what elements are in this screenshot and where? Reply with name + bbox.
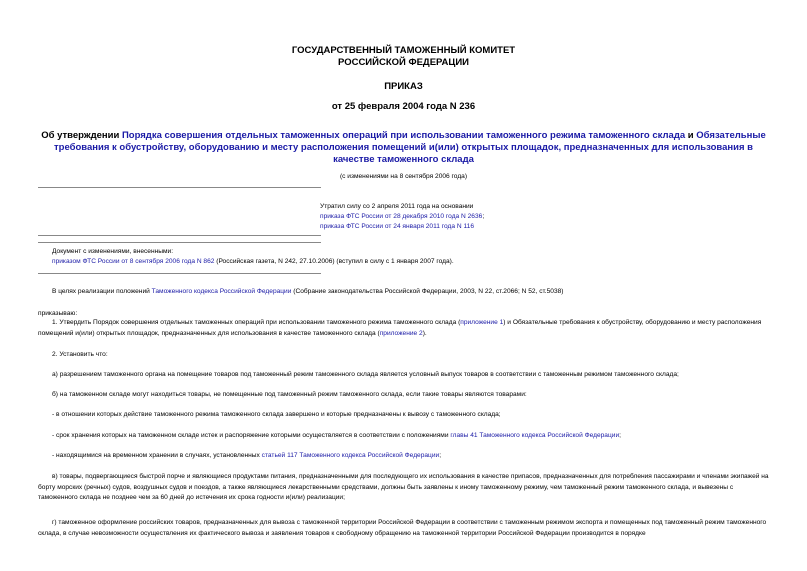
divider xyxy=(38,187,321,188)
paragraph-2b-item1: - в отношении которых действие таможенного режима таможенного склада завершено и которые предназначены к вывозу с таможенного склада; xyxy=(52,411,501,418)
paragraph-1 xyxy=(38,318,769,339)
text: 1. Утвердить Порядок совершения отдельных таможенных операций при использовании таможенного режима таможенного склада ( xyxy=(52,319,461,326)
paragraph-2a: а) разрешением таможенного органа на помещение товаров под таможенный режим таможенного склада является условный выпуск товаров в соответствии с таможенным режимом таможенного склада; xyxy=(52,371,679,378)
doc-date: от 25 февраля 2004 года N 236 xyxy=(331,101,476,112)
paragraph-2b-item3 xyxy=(38,451,769,462)
link-chapter-41[interactable]: главы 41 Таможенного кодекса Российской Федерации xyxy=(450,432,620,439)
paragraph-2b: б) на таможенном складе могут находиться товары, не помещенные под таможенный режим таможенного склада, если такие товары являются товарами: xyxy=(52,391,527,398)
title-link-procedure[interactable]: Порядка совершения отдельных таможенных операций при использовании таможенного режима таможенного склада xyxy=(121,130,686,141)
link-customs-code[interactable]: Таможенного кодекса Российской Федерации xyxy=(151,288,292,295)
title-prefix: Об утверждении xyxy=(41,130,122,141)
divider xyxy=(38,235,321,236)
amended-rest: (Российская газета, N 242, 27.10.2006) (вступил в силу с 1 января 2007 года). xyxy=(214,258,454,265)
paragraph-2b-item2 xyxy=(38,431,769,442)
divider xyxy=(38,273,321,274)
text: ; xyxy=(619,432,621,439)
paragraph-2g: г) таможенное оформление российских товаров, предназначенных для вывоза с таможенной территории Российской Федерации в соответствии с таможенным режимом экспорта и помещенных под таможенный режим таможенного склада, в случае невозможности осуществления их фактического вывоза и заявления товаров к свободному обращению на таможенной территории Российской Федерации производится в порядке xyxy=(38,519,767,537)
repeal-block xyxy=(320,202,620,232)
org-name-line2: РОССИЙСКОЙ ФЕДЕРАЦИИ xyxy=(337,57,469,68)
text: ; xyxy=(439,452,442,459)
link-appendix-1[interactable]: приложение 1 xyxy=(460,319,504,326)
title-link-requirements[interactable]: Обязательные требования к обустройству, оборудованию и месту расположения помещений и(или) открытых площадок, предназначенных для использования в качестве таможенного склада xyxy=(53,130,766,165)
paragraph-order: приказываю: xyxy=(38,310,78,317)
repeal-text: Утратил силу со 2 апреля 2011 года на основании xyxy=(320,203,474,210)
text: - срок хранения которых на таможенном складе истек и распоряжение которыми осуществляется в соответствии с положениями xyxy=(52,432,451,439)
repeal-link-2636[interactable]: приказа ФТС России от 28 декабря 2010 года N 2636 xyxy=(320,213,483,220)
paragraph-2v: в) товары, подвергающиеся быстрой порче и являющиеся продуктами питания, предназначенными для последующего их использования в качестве припасов, предназначенных для потребления пассажирами и членами экипажей на борту морских (речных) судов, воздушных судов и поездов, а также являющиеся лекарственными средствами, должны быть заявлены к иному таможенному режиму, чем таможенный режим таможенного склада, и вывезены с таможенного склада не позднее чем за 60 дней до истечения их срока годности и(или) реализации; xyxy=(38,473,769,502)
link-article-117[interactable]: статьей 117 Таможенного кодекса Российской Федерации xyxy=(261,452,440,459)
repeal-sep: ; xyxy=(482,213,485,220)
document-title xyxy=(40,130,767,166)
repeal-link-116[interactable]: приказа ФТС России от 24 января 2011 года N 116 xyxy=(320,223,474,230)
paragraph-2: 2. Установить что: xyxy=(52,351,108,358)
paragraph-preamble xyxy=(38,287,769,298)
org-name-line1: ГОСУДАРСТВЕННЫЙ ТАМОЖЕННЫЙ КОМИТЕТ xyxy=(291,45,516,56)
amended-block xyxy=(52,247,772,267)
divider xyxy=(38,242,321,243)
amended-label: Документ с изменениями, внесенными: xyxy=(52,248,174,255)
amended-link-862[interactable]: приказом ФТС России от 8 сентября 2006 года N 862 xyxy=(52,258,215,265)
doc-type: ПРИКАЗ xyxy=(384,81,423,92)
title-mid: и xyxy=(685,130,697,141)
changes-note: (с изменениями на 8 сентября 2006 года) xyxy=(339,173,468,180)
text: ) и Обязательные требования к обустройству, оборудованию и месту расположения помещений и(или) открытых площадок, предназначенных для использования в качестве таможенного склада ( xyxy=(38,319,762,337)
link-appendix-2[interactable]: приложение 2 xyxy=(379,329,423,337)
text: (Собрание законодательства Российской Федерации, 2003, N 22, ст.2066; N 52, ст.5038) xyxy=(291,288,564,295)
text: В целях реализации положений xyxy=(52,288,152,295)
text: ). xyxy=(422,329,427,337)
text: - находящимися на временном хранении в случаях, установленных xyxy=(52,452,262,459)
